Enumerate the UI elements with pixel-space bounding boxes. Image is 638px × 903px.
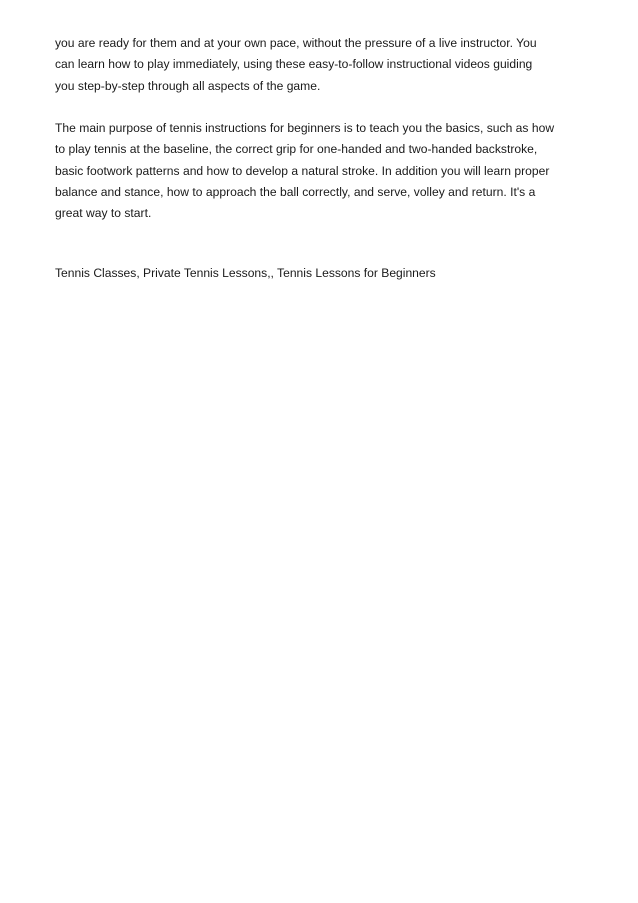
- text-line: you step-by-step through all aspects of the game.: [55, 78, 321, 93]
- text-line: to play tennis at the baseline, the correct grip for one-handed and two-handed backstroke,: [55, 142, 538, 157]
- paragraph: [55, 33, 595, 97]
- text-line: you are ready for them and at your own pace, without the pressure of a live instructor. You: [55, 36, 537, 50]
- text-line: great way to start.: [55, 206, 152, 221]
- text-line: basic footwork patterns and how to develop a natural stroke. In addition you will learn proper: [55, 163, 550, 178]
- text-line: balance and stance, how to approach the ball correctly, and serve, volley and return. It's a: [55, 185, 536, 200]
- tags-line: Tennis Classes, Private Tennis Lessons,, Tennis Lessons for Beginners: [55, 266, 436, 280]
- paragraph: [55, 118, 595, 224]
- text-line: The main purpose of tennis instructions for beginners is to teach you the basics, such as how: [55, 121, 555, 136]
- body-text: [55, 33, 595, 225]
- text-line: can learn how to play immediately, using these easy-to-follow instructional videos guiding: [55, 57, 533, 72]
